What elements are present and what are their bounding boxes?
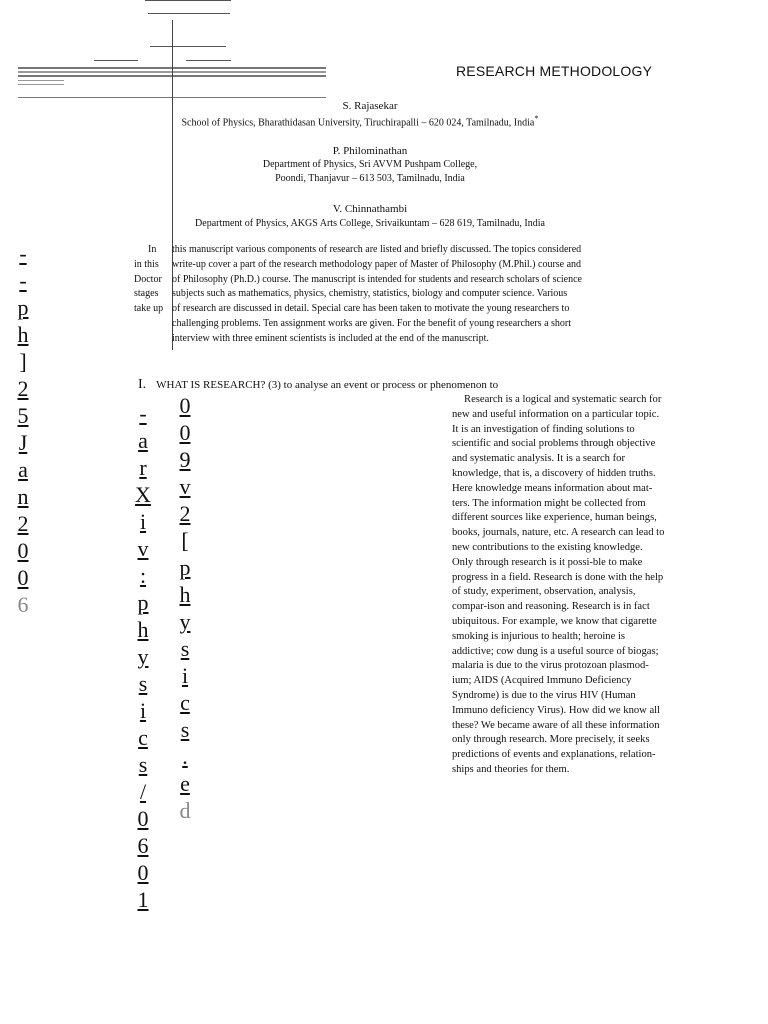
body-line: addictive; cow dung is a useful source of biogas; (452, 645, 659, 657)
body-text (452, 393, 705, 778)
body-line: Research is a logical and systematic search for (464, 394, 662, 405)
abstract-word: in this (134, 258, 159, 270)
stamp-char: / (139, 779, 147, 804)
stamp-char: h (17, 322, 29, 347)
abstract-left-words (134, 243, 174, 317)
rule (18, 80, 64, 81)
stamp-char: s (180, 636, 190, 661)
stamp-char: v (137, 536, 149, 561)
stamp-char: 0 (179, 393, 191, 418)
abstract (172, 243, 636, 347)
stamp-char: p (179, 555, 191, 580)
stamp-char: n (17, 484, 29, 509)
stamp-char: s (138, 671, 148, 696)
abstract-line: subjects such as mathematics, physics, chemistry, statistics, biology and computer science. Various (172, 288, 568, 300)
stamp-char: 1 (137, 887, 149, 912)
body-line: and systematic analysis. It is a search for (452, 453, 625, 465)
stamp-char: i (139, 509, 147, 534)
author-affiliation (60, 114, 660, 128)
stamp-char: 2 (179, 501, 191, 526)
stamp-char: h (179, 582, 191, 607)
abstract-line: challenging problems. Ten assignment works are given. For the benefit of young researchers a short (172, 317, 572, 329)
stamp-char: e (180, 771, 190, 796)
body-line: of study, experiment, observation, analysis, (452, 586, 636, 598)
body-line: malaria is due to the virus protozoan plasmod- (452, 660, 649, 672)
author-name: P. Philominathan (332, 145, 408, 157)
arxiv-stamp-column-1 (14, 240, 32, 618)
body-line: scientific and social problems through objective (452, 438, 656, 450)
rule (145, 0, 231, 1)
abstract-line: of research are discussed in detail. Special care has been taken to motivate the young researchers to (172, 303, 570, 315)
author-affiliation: Poondi, Thanjavur – 613 503, Tamilnadu, India (275, 173, 465, 184)
arxiv-stamp-column-3 (176, 392, 194, 824)
stamp-char: : (139, 563, 147, 588)
abstract-word: Doctor (134, 273, 162, 285)
footnote-mark: * (534, 114, 539, 123)
rule (186, 60, 231, 61)
arxiv-stamp-column-2 (134, 400, 152, 913)
affiliation-text: School of Physics, Bharathidasan University, Tiruchirapalli – 620 024, Tamilnadu, India (181, 117, 535, 129)
stamp-char: 0 (17, 538, 29, 563)
stamp-char: 0 (179, 420, 191, 445)
body-line: Here knowledge means information about mat- (452, 482, 653, 494)
stamp-char: p (17, 295, 29, 320)
stamp-char: d (179, 798, 191, 823)
body-line: knowledge, that is, a discovery of hidden truths. (452, 467, 656, 479)
stamp-char: r (139, 455, 147, 480)
stamp-char: 5 (17, 403, 29, 428)
author-affiliation: Department of Physics, Sri AVVM Pushpam College, (262, 159, 478, 170)
stamp-char: - (19, 241, 27, 266)
abstract-line: interview with three eminent scientists is included at the end of the manuscript. (172, 332, 489, 344)
stamp-char: i (181, 663, 189, 688)
author-affiliation: Department of Physics, AKGS Arts College, Srivaikuntam – 628 619, Tamilnadu, India (195, 218, 545, 229)
body-line: new contributions to the existing knowledge. (452, 541, 643, 553)
body-line: these? We became aware of all these information (452, 719, 660, 731)
stamp-char: 6 (137, 833, 149, 858)
stamp-char: y (137, 644, 149, 669)
abstract-word: In (148, 244, 157, 255)
abstract-line: of Philosophy (Ph.D.) course. The manuscript is intended for students and research scholars of science (172, 273, 582, 285)
rule (18, 84, 64, 85)
stamp-char: 0 (137, 860, 149, 885)
body-line: predictions of events and explanations, relation- (452, 749, 656, 761)
stamp-char: p (137, 590, 149, 615)
section-heading (138, 377, 498, 393)
body-line: books, journals, nature, etc. A research can lead to (452, 527, 665, 539)
stamp-char: - (139, 401, 147, 426)
stamp-char: 0 (17, 565, 29, 590)
stamp-char: v (179, 474, 191, 499)
body-line: It is an investigation of finding solutions to (452, 423, 635, 435)
author-name: V. Chinnathambi (332, 203, 408, 215)
stamp-char: h (137, 617, 149, 642)
body-line: ium; AIDS (Acquired Immuno Deficiency (452, 675, 632, 687)
stamp-char: X (135, 482, 151, 507)
abstract-line: write-up cover a part of the research methodology paper of Master of Philosophy (M.Phil.) course and (172, 258, 582, 270)
stamp-char: y (179, 609, 191, 634)
stamp-char: c (138, 725, 148, 750)
stamp-char: . (182, 744, 188, 769)
stamp-char: 9 (179, 447, 191, 472)
body-line: different sources like experience, human beings, (452, 512, 657, 524)
stamp-char: c (180, 690, 190, 715)
author-name: S. Rajasekar (342, 100, 398, 112)
paper-title: RESEARCH METHODOLOGY (456, 63, 653, 79)
stamp-char: 2 (17, 511, 29, 536)
abstract-line: this manuscript various components of research are listed and briefly discussed. The topics considered (172, 244, 582, 255)
stamp-char: a (138, 428, 148, 453)
abstract-word: take up (134, 303, 164, 315)
body-line: Syndrome) is due to the virus HIV (Human (452, 689, 636, 701)
body-line: Immuno deficiency Virus). How did we know all (452, 704, 661, 716)
rule (148, 13, 230, 14)
stamp-char: 6 (17, 592, 29, 617)
body-line: Only through research is it possi-ble to make (452, 556, 643, 568)
rule (150, 46, 226, 47)
body-line: ubiquitous. For example, we know that cigarette (452, 615, 657, 627)
stamp-char: 0 (137, 806, 149, 831)
rule (94, 60, 138, 61)
stamp-char: J (18, 430, 28, 455)
stamp-char: [ (181, 528, 189, 553)
body-line: compar-ison and reasoning. Research is in fact (452, 601, 650, 613)
stamp-char: 2 (17, 376, 29, 401)
section-title: WHAT IS RESEARCH? (3) to analyse an event or process or phenomenon to (156, 379, 499, 391)
stamp-char: a (18, 457, 28, 482)
body-line: new and useful information on a particular topic. (452, 408, 660, 420)
body-line: ships and theories for them. (452, 763, 570, 775)
stamp-char: i (139, 698, 147, 723)
stamp-char: ] (19, 349, 27, 374)
body-line: smoking is injurious to health; heroine is (452, 630, 626, 642)
body-line: progress in a field. Research is done with the help (452, 571, 664, 583)
body-line: only through research. More precisely, it seeks (452, 734, 650, 746)
section-number: I. (138, 377, 147, 392)
stamp-char: - (19, 268, 27, 293)
body-line: ters. The information might be collected from (452, 497, 646, 509)
stamp-char: s (180, 717, 190, 742)
abstract-word: stages (134, 288, 159, 300)
stamp-char: s (138, 752, 148, 777)
